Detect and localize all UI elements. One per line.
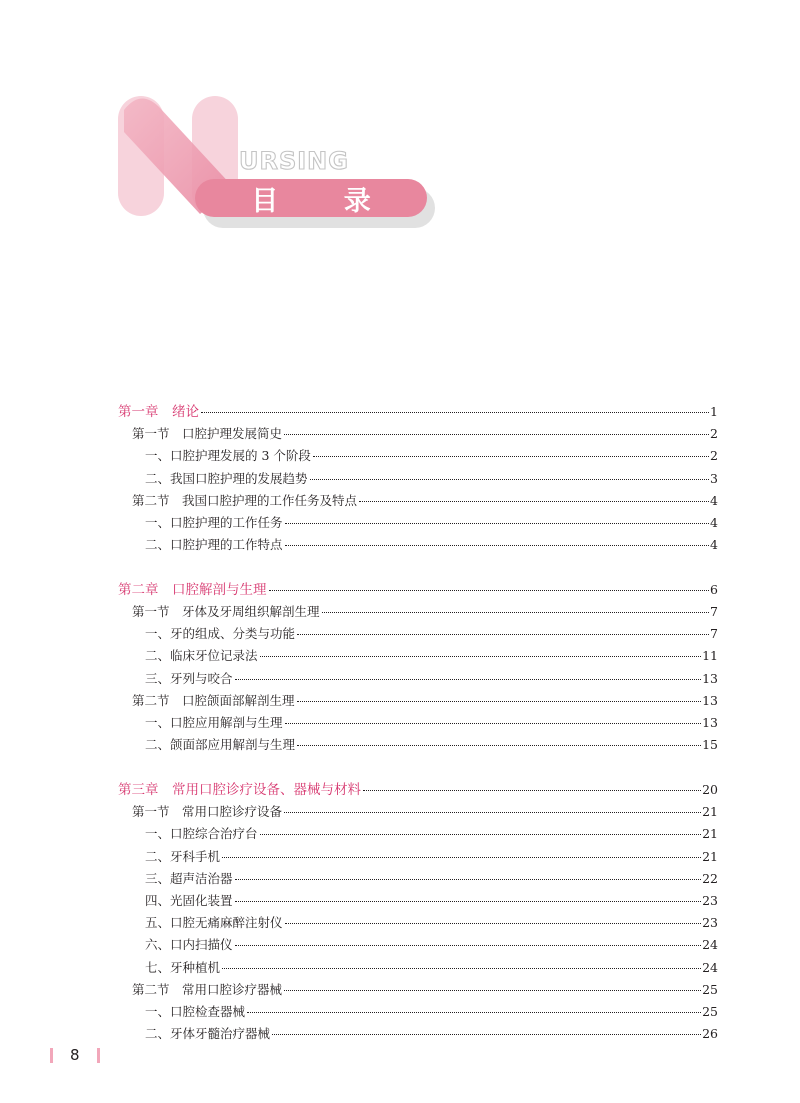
toc-entry-page: 6 bbox=[710, 581, 718, 597]
toc-item-entry[interactable] bbox=[118, 957, 718, 979]
toc-entry-label: 二、牙体牙髓治疗器械 bbox=[145, 1026, 271, 1042]
toc-chapter-entry[interactable] bbox=[118, 401, 718, 423]
dot-leader bbox=[222, 857, 701, 858]
toc-section-entry[interactable] bbox=[118, 801, 718, 823]
nursing-logo bbox=[0, 0, 800, 260]
toc-entry-page: 22 bbox=[702, 870, 718, 886]
dot-leader bbox=[247, 1012, 701, 1013]
toc-entry-page: 24 bbox=[702, 959, 718, 975]
dot-leader bbox=[269, 590, 710, 591]
toc-entry-page: 1 bbox=[710, 404, 718, 419]
dot-leader bbox=[285, 523, 710, 524]
toc-item-entry[interactable] bbox=[118, 890, 718, 912]
dot-leader bbox=[363, 790, 701, 791]
toc-entry-label: 二、临床牙位记录法 bbox=[145, 648, 258, 664]
toc-entry-page: 3 bbox=[710, 470, 718, 486]
toc-item-entry[interactable] bbox=[118, 534, 718, 556]
toc-section-entry[interactable] bbox=[118, 690, 718, 712]
toc-item-entry[interactable] bbox=[118, 512, 718, 534]
toc-entry-label: 第二章 口腔解剖与生理 bbox=[118, 581, 267, 598]
toc-entry-label: 一、口腔应用解剖与生理 bbox=[145, 715, 283, 731]
toc-entry-label: 一、牙的组成、分类与功能 bbox=[145, 626, 296, 642]
logo-wordmark: URSING bbox=[239, 147, 349, 175]
dot-leader bbox=[272, 1034, 701, 1035]
toc-section-entry[interactable] bbox=[118, 490, 718, 512]
title-banner bbox=[195, 179, 427, 217]
toc-item-entry[interactable] bbox=[118, 734, 718, 756]
toc-entry-page: 25 bbox=[702, 1003, 718, 1019]
dot-leader bbox=[260, 834, 702, 835]
toc-entry-page: 23 bbox=[702, 892, 718, 908]
dot-leader bbox=[235, 945, 702, 946]
dot-leader bbox=[235, 879, 702, 880]
toc-entry-page: 4 bbox=[710, 537, 718, 553]
toc-item-entry[interactable] bbox=[118, 934, 718, 956]
dot-leader bbox=[235, 679, 702, 680]
toc-item-entry[interactable] bbox=[118, 1001, 718, 1023]
toc-entry-page: 2 bbox=[710, 426, 718, 442]
toc-entry-label: 第一节 口腔护理发展简史 bbox=[132, 426, 283, 442]
dot-leader bbox=[222, 968, 701, 969]
dot-leader bbox=[285, 545, 710, 546]
toc-entry-page: 7 bbox=[710, 604, 718, 620]
toc-entry-label: 第二节 常用口腔诊疗器械 bbox=[132, 981, 283, 997]
toc-section-entry[interactable] bbox=[118, 601, 718, 623]
toc-entry-label: 第二节 口腔颌面部解剖生理 bbox=[132, 692, 295, 708]
toc-entry-page: 21 bbox=[702, 826, 718, 842]
toc-entry-label: 四、光固化装置 bbox=[145, 892, 233, 908]
toc-entry-label: 第一章 绪论 bbox=[118, 404, 199, 420]
toc-gap bbox=[118, 556, 718, 579]
toc-entry-page: 21 bbox=[702, 804, 718, 820]
toc-item-entry[interactable] bbox=[118, 623, 718, 645]
toc-entry-label: 二、我国口腔护理的发展趋势 bbox=[145, 470, 308, 486]
toc-entry-page: 23 bbox=[702, 915, 718, 931]
n-letter-graphic bbox=[0, 0, 800, 260]
toc-entry-page: 24 bbox=[702, 937, 718, 953]
dot-leader bbox=[284, 434, 709, 435]
toc-entry-label: 一、口腔护理发展的 3 个阶段 bbox=[145, 448, 311, 464]
dot-leader bbox=[322, 612, 710, 613]
dot-leader bbox=[297, 701, 702, 702]
dot-leader bbox=[310, 479, 710, 480]
toc-entry-label: 一、口腔检查器械 bbox=[145, 1003, 246, 1019]
toc-section-entry[interactable] bbox=[118, 979, 718, 1001]
toc-chapter-entry[interactable] bbox=[118, 779, 718, 801]
dot-leader bbox=[313, 456, 709, 457]
toc-item-entry[interactable] bbox=[118, 846, 718, 868]
toc-entry-page: 13 bbox=[702, 670, 718, 686]
dot-leader bbox=[260, 656, 702, 657]
dot-leader bbox=[201, 412, 709, 413]
dot-leader bbox=[284, 990, 701, 991]
toc-entry-page: 7 bbox=[710, 626, 718, 642]
dot-leader bbox=[297, 745, 701, 746]
toc-entry-page: 26 bbox=[702, 1026, 718, 1042]
toc-entry-page: 21 bbox=[702, 848, 718, 864]
toc-gap bbox=[118, 756, 718, 779]
toc-entry-label: 六、口内扫描仪 bbox=[145, 937, 233, 953]
toc-entry-page: 13 bbox=[702, 715, 718, 731]
toc-entry-label: 二、口腔护理的工作特点 bbox=[145, 537, 283, 553]
page-number: 8 bbox=[70, 1046, 80, 1064]
toc-section-entry[interactable] bbox=[118, 423, 718, 445]
toc-entry-page: 4 bbox=[710, 492, 718, 508]
toc-entry-label: 第一节 牙体及牙周组织解剖生理 bbox=[132, 604, 320, 620]
dot-leader bbox=[284, 812, 701, 813]
toc-entry-label: 第三章 常用口腔诊疗设备、器械与材料 bbox=[118, 782, 361, 798]
toc-entry-label: 一、口腔综合治疗台 bbox=[145, 826, 258, 842]
toc-entry-label: 七、牙种植机 bbox=[145, 959, 221, 975]
page-title: 目 录 bbox=[251, 185, 399, 217]
toc-entry-label: 三、超声洁治器 bbox=[145, 870, 233, 886]
toc-entry-label: 二、颌面部应用解剖与生理 bbox=[145, 737, 296, 753]
toc-item-entry[interactable] bbox=[118, 645, 718, 667]
toc-chapter-entry[interactable] bbox=[118, 579, 718, 601]
toc-entry-label: 第二节 我国口腔护理的工作任务及特点 bbox=[132, 492, 358, 508]
toc-item-entry[interactable] bbox=[118, 668, 718, 690]
toc-item-entry[interactable] bbox=[118, 823, 718, 845]
toc-item-entry[interactable] bbox=[118, 445, 718, 467]
dot-leader bbox=[235, 901, 702, 902]
toc-item-entry[interactable] bbox=[118, 712, 718, 734]
toc-entry-page: 13 bbox=[702, 692, 718, 708]
toc-entry-label: 三、牙列与咬合 bbox=[145, 670, 233, 686]
toc-entry-page: 11 bbox=[702, 648, 718, 664]
footer-bar-left bbox=[50, 1048, 53, 1063]
toc-entry-page: 20 bbox=[702, 782, 718, 797]
footer-bar-right bbox=[97, 1048, 100, 1063]
toc-entry-page: 25 bbox=[702, 981, 718, 997]
dot-leader bbox=[285, 923, 702, 924]
toc-item-entry[interactable] bbox=[118, 868, 718, 890]
toc-entry-page: 15 bbox=[702, 737, 718, 753]
toc-entry-label: 第一节 常用口腔诊疗设备 bbox=[132, 804, 283, 820]
toc-entry-label: 二、牙科手机 bbox=[145, 848, 221, 864]
dot-leader bbox=[297, 634, 709, 635]
dot-leader bbox=[285, 723, 702, 724]
toc-item-entry[interactable] bbox=[118, 912, 718, 934]
toc-entry-label: 一、口腔护理的工作任务 bbox=[145, 514, 283, 530]
toc-item-entry[interactable] bbox=[118, 468, 718, 490]
toc-entry-page: 4 bbox=[710, 514, 718, 530]
toc-item-entry[interactable] bbox=[118, 1023, 718, 1045]
page-footer bbox=[50, 1045, 100, 1065]
toc-entry-label: 五、口腔无痛麻醉注射仪 bbox=[145, 915, 283, 931]
dot-leader bbox=[359, 501, 709, 502]
toc-entry-page: 2 bbox=[710, 448, 718, 464]
table-of-contents bbox=[118, 401, 718, 1045]
